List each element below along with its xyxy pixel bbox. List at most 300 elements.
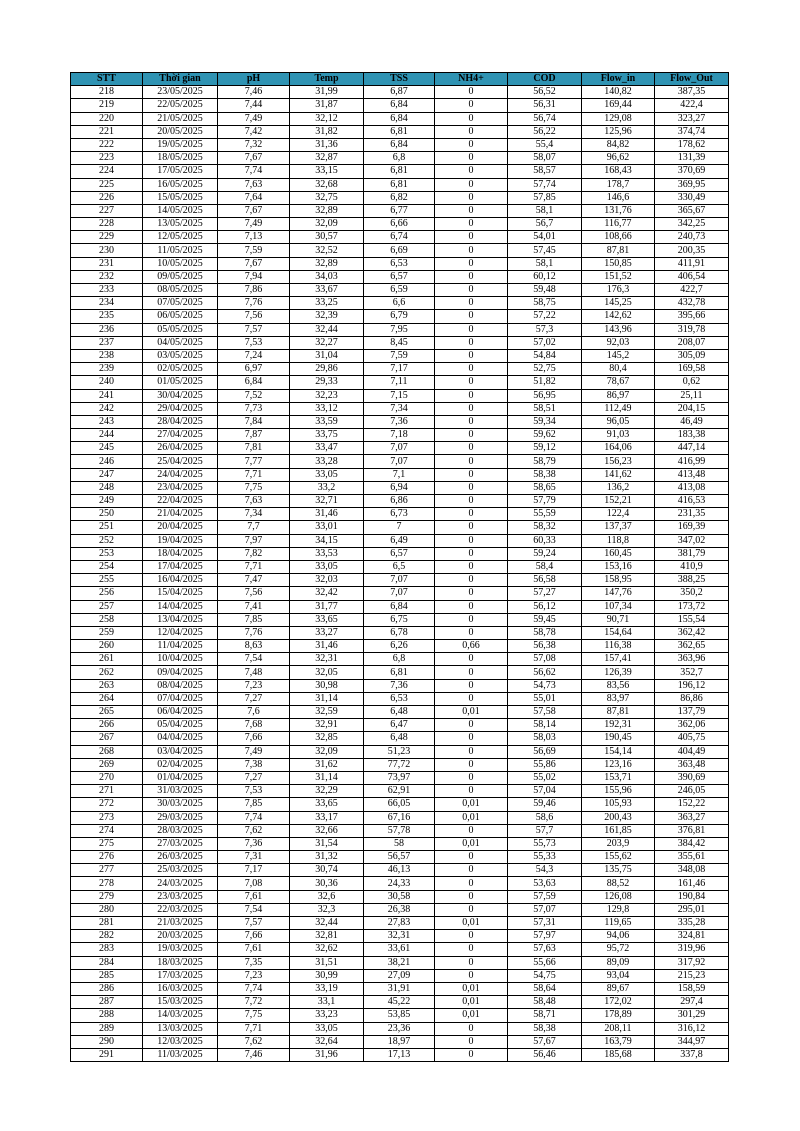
cell-ph: 7,63 bbox=[218, 495, 290, 508]
table-row bbox=[71, 112, 729, 125]
cell-tss: 6,77 bbox=[364, 204, 435, 217]
cell-flow-in: 160,45 bbox=[582, 547, 655, 560]
cell-cod: 57,85 bbox=[508, 191, 582, 204]
cell-cod: 58,57 bbox=[508, 165, 582, 178]
col-header-temp: Temp bbox=[290, 73, 364, 86]
cell-flow-out: 86,86 bbox=[655, 692, 729, 705]
cell-flow-out: 215,23 bbox=[655, 969, 729, 982]
cell-cod: 55,66 bbox=[508, 956, 582, 969]
cell-flow-out: 355,61 bbox=[655, 851, 729, 864]
cell-flow-out: 347,02 bbox=[655, 534, 729, 547]
cell-ph: 7,71 bbox=[218, 468, 290, 481]
cell-temp: 32,62 bbox=[290, 943, 364, 956]
cell-stt: 248 bbox=[71, 481, 143, 494]
cell-tss: 32,31 bbox=[364, 930, 435, 943]
table-row bbox=[71, 917, 729, 930]
cell-stt: 275 bbox=[71, 837, 143, 850]
cell-ph: 7,49 bbox=[218, 112, 290, 125]
table-row bbox=[71, 138, 729, 151]
cell-temp: 33,53 bbox=[290, 547, 364, 560]
cell-ph: 7,53 bbox=[218, 336, 290, 349]
cell-flow-in: 208,11 bbox=[582, 1022, 655, 1035]
cell-flow-in: 137,37 bbox=[582, 521, 655, 534]
cell-ph: 7,75 bbox=[218, 481, 290, 494]
table-row bbox=[71, 402, 729, 415]
cell-stt: 286 bbox=[71, 982, 143, 995]
cell-stt: 236 bbox=[71, 323, 143, 336]
cell-nh4: 0 bbox=[435, 956, 508, 969]
cell-cod: 55,73 bbox=[508, 837, 582, 850]
cell-ph: 7,54 bbox=[218, 653, 290, 666]
cell-ph: 7,36 bbox=[218, 837, 290, 850]
cell-flow-out: 447,14 bbox=[655, 442, 729, 455]
cell-stt: 226 bbox=[71, 191, 143, 204]
cell-nh4: 0 bbox=[435, 903, 508, 916]
cell-nh4: 0 bbox=[435, 1048, 508, 1061]
cell-flow-in: 140,82 bbox=[582, 86, 655, 99]
cell-stt: 264 bbox=[71, 692, 143, 705]
cell-flow-out: 395,66 bbox=[655, 310, 729, 323]
table-row bbox=[71, 508, 729, 521]
cell-tss: 7,95 bbox=[364, 323, 435, 336]
cell-flow-out: 348,08 bbox=[655, 864, 729, 877]
table-row bbox=[71, 152, 729, 165]
table-row bbox=[71, 574, 729, 587]
cell-temp: 32,29 bbox=[290, 785, 364, 798]
cell-flow-in: 108,66 bbox=[582, 231, 655, 244]
cell-temp: 33,17 bbox=[290, 811, 364, 824]
cell-tss: 7,07 bbox=[364, 442, 435, 455]
cell-flow-in: 158,95 bbox=[582, 574, 655, 587]
cell-time: 09/05/2025 bbox=[143, 270, 218, 283]
cell-flow-in: 157,41 bbox=[582, 653, 655, 666]
cell-tss: 6,8 bbox=[364, 653, 435, 666]
cell-cod: 57,45 bbox=[508, 244, 582, 257]
cell-flow-out: 246,05 bbox=[655, 785, 729, 798]
cell-cod: 51,82 bbox=[508, 376, 582, 389]
cell-flow-out: 376,81 bbox=[655, 824, 729, 837]
cell-flow-in: 135,75 bbox=[582, 864, 655, 877]
cell-stt: 256 bbox=[71, 587, 143, 600]
cell-ph: 7,67 bbox=[218, 152, 290, 165]
cell-flow-out: 0,62 bbox=[655, 376, 729, 389]
cell-time: 17/03/2025 bbox=[143, 969, 218, 982]
cell-tss: 38,21 bbox=[364, 956, 435, 969]
cell-temp: 31,32 bbox=[290, 851, 364, 864]
cell-cod: 52,75 bbox=[508, 363, 582, 376]
cell-temp: 33,05 bbox=[290, 468, 364, 481]
cell-cod: 55,01 bbox=[508, 692, 582, 705]
cell-time: 22/04/2025 bbox=[143, 495, 218, 508]
cell-stt: 273 bbox=[71, 811, 143, 824]
cell-nh4: 0 bbox=[435, 481, 508, 494]
table-row bbox=[71, 560, 729, 573]
cell-flow-in: 126,08 bbox=[582, 890, 655, 903]
table-row bbox=[71, 732, 729, 745]
cell-flow-in: 78,67 bbox=[582, 376, 655, 389]
cell-nh4: 0 bbox=[435, 771, 508, 784]
cell-tss: 24,33 bbox=[364, 877, 435, 890]
cell-nh4: 0 bbox=[435, 297, 508, 310]
cell-cod: 54,01 bbox=[508, 231, 582, 244]
table-row bbox=[71, 982, 729, 995]
table-row bbox=[71, 706, 729, 719]
cell-flow-in: 90,71 bbox=[582, 613, 655, 626]
cell-nh4: 0 bbox=[435, 99, 508, 112]
cell-time: 13/04/2025 bbox=[143, 613, 218, 626]
table-row bbox=[71, 125, 729, 138]
cell-stt: 258 bbox=[71, 613, 143, 626]
cell-flow-out: 330,49 bbox=[655, 191, 729, 204]
cell-temp: 31,62 bbox=[290, 758, 364, 771]
cell-nh4: 0 bbox=[435, 600, 508, 613]
cell-time: 07/04/2025 bbox=[143, 692, 218, 705]
cell-time: 05/05/2025 bbox=[143, 323, 218, 336]
cell-nh4: 0 bbox=[435, 429, 508, 442]
cell-flow-in: 96,62 bbox=[582, 152, 655, 165]
cell-ph: 7,57 bbox=[218, 323, 290, 336]
cell-flow-in: 153,71 bbox=[582, 771, 655, 784]
cell-temp: 33,1 bbox=[290, 996, 364, 1009]
cell-ph: 7,56 bbox=[218, 310, 290, 323]
cell-stt: 285 bbox=[71, 969, 143, 982]
cell-flow-in: 152,21 bbox=[582, 495, 655, 508]
cell-ph: 7,49 bbox=[218, 745, 290, 758]
cell-tss: 73,97 bbox=[364, 771, 435, 784]
cell-temp: 31,14 bbox=[290, 771, 364, 784]
cell-nh4: 0 bbox=[435, 508, 508, 521]
cell-flow-in: 136,2 bbox=[582, 481, 655, 494]
cell-temp: 32,85 bbox=[290, 732, 364, 745]
table-row bbox=[71, 534, 729, 547]
cell-cod: 54,3 bbox=[508, 864, 582, 877]
cell-tss: 6,59 bbox=[364, 284, 435, 297]
cell-ph: 7,85 bbox=[218, 798, 290, 811]
cell-flow-in: 129,8 bbox=[582, 903, 655, 916]
cell-time: 11/04/2025 bbox=[143, 640, 218, 653]
cell-tss: 6,82 bbox=[364, 191, 435, 204]
cell-flow-out: 183,38 bbox=[655, 429, 729, 442]
table-row bbox=[71, 811, 729, 824]
cell-temp: 30,36 bbox=[290, 877, 364, 890]
cell-tss: 7,07 bbox=[364, 574, 435, 587]
cell-temp: 34,15 bbox=[290, 534, 364, 547]
cell-nh4: 0 bbox=[435, 1035, 508, 1048]
cell-temp: 30,98 bbox=[290, 679, 364, 692]
cell-tss: 7,36 bbox=[364, 415, 435, 428]
cell-cod: 56,46 bbox=[508, 1048, 582, 1061]
cell-stt: 246 bbox=[71, 455, 143, 468]
cell-nh4: 0 bbox=[435, 257, 508, 270]
table-row bbox=[71, 455, 729, 468]
cell-flow-in: 168,43 bbox=[582, 165, 655, 178]
cell-cod: 58,75 bbox=[508, 297, 582, 310]
table-row bbox=[71, 613, 729, 626]
cell-tss: 7,15 bbox=[364, 389, 435, 402]
cell-nh4: 0 bbox=[435, 455, 508, 468]
cell-flow-out: 25,11 bbox=[655, 389, 729, 402]
cell-flow-in: 203,9 bbox=[582, 837, 655, 850]
cell-flow-in: 107,34 bbox=[582, 600, 655, 613]
cell-flow-out: 362,42 bbox=[655, 626, 729, 639]
cell-time: 02/04/2025 bbox=[143, 758, 218, 771]
cell-cod: 59,45 bbox=[508, 613, 582, 626]
cell-tss: 6,6 bbox=[364, 297, 435, 310]
cell-ph: 7,54 bbox=[218, 903, 290, 916]
cell-ph: 7,77 bbox=[218, 455, 290, 468]
cell-time: 30/04/2025 bbox=[143, 389, 218, 402]
cell-ph: 7,75 bbox=[218, 1009, 290, 1022]
table-row bbox=[71, 86, 729, 99]
cell-ph: 7,34 bbox=[218, 508, 290, 521]
cell-stt: 268 bbox=[71, 745, 143, 758]
cell-temp: 33,75 bbox=[290, 429, 364, 442]
cell-nh4: 0 bbox=[435, 785, 508, 798]
cell-ph: 7,61 bbox=[218, 943, 290, 956]
cell-ph: 7,62 bbox=[218, 824, 290, 837]
cell-stt: 272 bbox=[71, 798, 143, 811]
cell-temp: 31,46 bbox=[290, 508, 364, 521]
cell-ph: 7,63 bbox=[218, 178, 290, 191]
cell-time: 13/03/2025 bbox=[143, 1022, 218, 1035]
cell-cod: 55,33 bbox=[508, 851, 582, 864]
cell-ph: 7,24 bbox=[218, 349, 290, 362]
table-row bbox=[71, 495, 729, 508]
cell-temp: 32,03 bbox=[290, 574, 364, 587]
cell-stt: 271 bbox=[71, 785, 143, 798]
cell-cod: 56,31 bbox=[508, 99, 582, 112]
cell-stt: 284 bbox=[71, 956, 143, 969]
cell-time: 14/05/2025 bbox=[143, 204, 218, 217]
cell-ph: 7,64 bbox=[218, 191, 290, 204]
cell-nh4: 0 bbox=[435, 587, 508, 600]
cell-tss: 31,91 bbox=[364, 982, 435, 995]
cell-time: 20/04/2025 bbox=[143, 521, 218, 534]
cell-ph: 7,76 bbox=[218, 626, 290, 639]
cell-flow-out: 411,91 bbox=[655, 257, 729, 270]
cell-stt: 269 bbox=[71, 758, 143, 771]
cell-temp: 33,25 bbox=[290, 297, 364, 310]
col-header-tss: TSS bbox=[364, 73, 435, 86]
cell-flow-out: 155,54 bbox=[655, 613, 729, 626]
cell-temp: 33,05 bbox=[290, 1022, 364, 1035]
cell-ph: 7,38 bbox=[218, 758, 290, 771]
cell-temp: 31,04 bbox=[290, 349, 364, 362]
cell-stt: 245 bbox=[71, 442, 143, 455]
cell-flow-out: 422,4 bbox=[655, 99, 729, 112]
cell-flow-out: 422,7 bbox=[655, 284, 729, 297]
table-row bbox=[71, 336, 729, 349]
table-row bbox=[71, 389, 729, 402]
cell-cod: 56,12 bbox=[508, 600, 582, 613]
table-row bbox=[71, 323, 729, 336]
cell-time: 10/04/2025 bbox=[143, 653, 218, 666]
cell-flow-in: 86,97 bbox=[582, 389, 655, 402]
cell-flow-out: 362,06 bbox=[655, 719, 729, 732]
cell-cod: 53,63 bbox=[508, 877, 582, 890]
cell-time: 01/04/2025 bbox=[143, 771, 218, 784]
cell-flow-in: 156,23 bbox=[582, 455, 655, 468]
cell-temp: 33,23 bbox=[290, 1009, 364, 1022]
cell-tss: 6,49 bbox=[364, 534, 435, 547]
cell-cod: 58,51 bbox=[508, 402, 582, 415]
cell-nh4: 0 bbox=[435, 930, 508, 943]
cell-temp: 32,91 bbox=[290, 719, 364, 732]
cell-time: 18/03/2025 bbox=[143, 956, 218, 969]
cell-stt: 276 bbox=[71, 851, 143, 864]
cell-time: 22/03/2025 bbox=[143, 903, 218, 916]
cell-stt: 266 bbox=[71, 719, 143, 732]
cell-time: 24/04/2025 bbox=[143, 468, 218, 481]
cell-cod: 55,59 bbox=[508, 508, 582, 521]
cell-stt: 254 bbox=[71, 560, 143, 573]
cell-time: 15/03/2025 bbox=[143, 996, 218, 1009]
cell-stt: 281 bbox=[71, 917, 143, 930]
cell-cod: 54,73 bbox=[508, 679, 582, 692]
cell-flow-in: 164,06 bbox=[582, 442, 655, 455]
table-row bbox=[71, 587, 729, 600]
cell-ph: 7,35 bbox=[218, 956, 290, 969]
cell-cod: 56,62 bbox=[508, 666, 582, 679]
cell-ph: 7,49 bbox=[218, 218, 290, 231]
cell-cod: 56,95 bbox=[508, 389, 582, 402]
cell-nh4: 0 bbox=[435, 692, 508, 705]
cell-flow-in: 161,85 bbox=[582, 824, 655, 837]
col-header-time: Thời gian bbox=[143, 73, 218, 86]
cell-cod: 56,38 bbox=[508, 640, 582, 653]
cell-flow-out: 413,48 bbox=[655, 468, 729, 481]
cell-flow-out: 46,49 bbox=[655, 415, 729, 428]
table-row bbox=[71, 771, 729, 784]
cell-ph: 7,23 bbox=[218, 969, 290, 982]
cell-nh4: 0 bbox=[435, 719, 508, 732]
cell-cod: 54,75 bbox=[508, 969, 582, 982]
cell-flow-out: 131,39 bbox=[655, 152, 729, 165]
cell-flow-in: 92,03 bbox=[582, 336, 655, 349]
cell-nh4: 0 bbox=[435, 389, 508, 402]
cell-stt: 229 bbox=[71, 231, 143, 244]
cell-time: 24/03/2025 bbox=[143, 877, 218, 890]
cell-tss: 6,53 bbox=[364, 692, 435, 705]
cell-stt: 261 bbox=[71, 653, 143, 666]
cell-time: 06/05/2025 bbox=[143, 310, 218, 323]
cell-nh4: 0 bbox=[435, 402, 508, 415]
cell-cod: 57,31 bbox=[508, 917, 582, 930]
cell-nh4: 0 bbox=[435, 1022, 508, 1035]
cell-tss: 6,84 bbox=[364, 600, 435, 613]
cell-flow-out: 387,35 bbox=[655, 86, 729, 99]
cell-nh4: 0 bbox=[435, 204, 508, 217]
cell-flow-in: 91,03 bbox=[582, 429, 655, 442]
cell-stt: 241 bbox=[71, 389, 143, 402]
cell-tss: 7,07 bbox=[364, 587, 435, 600]
cell-nh4: 0,01 bbox=[435, 811, 508, 824]
cell-temp: 32,31 bbox=[290, 653, 364, 666]
cell-temp: 34,03 bbox=[290, 270, 364, 283]
cell-ph: 7,23 bbox=[218, 679, 290, 692]
cell-flow-out: 363,48 bbox=[655, 758, 729, 771]
cell-ph: 7,57 bbox=[218, 917, 290, 930]
cell-temp: 32,23 bbox=[290, 389, 364, 402]
cell-time: 20/03/2025 bbox=[143, 930, 218, 943]
cell-flow-out: 416,99 bbox=[655, 455, 729, 468]
cell-nh4: 0 bbox=[435, 824, 508, 837]
cell-cod: 59,24 bbox=[508, 547, 582, 560]
cell-tss: 45,22 bbox=[364, 996, 435, 1009]
cell-stt: 224 bbox=[71, 165, 143, 178]
cell-time: 22/05/2025 bbox=[143, 99, 218, 112]
cell-tss: 26,38 bbox=[364, 903, 435, 916]
table-row bbox=[71, 521, 729, 534]
cell-time: 06/04/2025 bbox=[143, 706, 218, 719]
cell-stt: 255 bbox=[71, 574, 143, 587]
cell-ph: 7,17 bbox=[218, 864, 290, 877]
cell-flow-in: 155,62 bbox=[582, 851, 655, 864]
cell-flow-out: 384,42 bbox=[655, 837, 729, 850]
cell-flow-out: 152,22 bbox=[655, 798, 729, 811]
table-row bbox=[71, 415, 729, 428]
cell-nh4: 0 bbox=[435, 363, 508, 376]
cell-cod: 58,1 bbox=[508, 204, 582, 217]
cell-flow-in: 88,52 bbox=[582, 877, 655, 890]
table-row bbox=[71, 890, 729, 903]
cell-nh4: 0 bbox=[435, 336, 508, 349]
cell-stt: 278 bbox=[71, 877, 143, 890]
cell-flow-out: 319,96 bbox=[655, 943, 729, 956]
cell-temp: 33,65 bbox=[290, 613, 364, 626]
table-row bbox=[71, 363, 729, 376]
cell-stt: 242 bbox=[71, 402, 143, 415]
table-row bbox=[71, 943, 729, 956]
cell-nh4: 0,01 bbox=[435, 917, 508, 930]
cell-tss: 7,17 bbox=[364, 363, 435, 376]
cell-nh4: 0,01 bbox=[435, 837, 508, 850]
cell-ph: 7,76 bbox=[218, 297, 290, 310]
cell-time: 16/05/2025 bbox=[143, 178, 218, 191]
cell-ph: 7,66 bbox=[218, 930, 290, 943]
cell-flow-out: 324,81 bbox=[655, 930, 729, 943]
cell-temp: 31,36 bbox=[290, 138, 364, 151]
cell-temp: 31,46 bbox=[290, 640, 364, 653]
cell-flow-in: 154,14 bbox=[582, 745, 655, 758]
cell-flow-out: 196,12 bbox=[655, 679, 729, 692]
cell-ph: 7,7 bbox=[218, 521, 290, 534]
cell-stt: 237 bbox=[71, 336, 143, 349]
cell-cod: 57,22 bbox=[508, 310, 582, 323]
cell-cod: 56,74 bbox=[508, 112, 582, 125]
cell-flow-in: 151,52 bbox=[582, 270, 655, 283]
table-row bbox=[71, 284, 729, 297]
cell-flow-out: 240,73 bbox=[655, 231, 729, 244]
table-row bbox=[71, 745, 729, 758]
cell-nh4: 0 bbox=[435, 284, 508, 297]
cell-nh4: 0 bbox=[435, 415, 508, 428]
cell-cod: 57,59 bbox=[508, 890, 582, 903]
cell-flow-in: 154,64 bbox=[582, 626, 655, 639]
cell-flow-out: 231,35 bbox=[655, 508, 729, 521]
cell-nh4: 0 bbox=[435, 376, 508, 389]
table-row bbox=[71, 204, 729, 217]
cell-flow-out: 316,12 bbox=[655, 1022, 729, 1035]
cell-tss: 6,84 bbox=[364, 112, 435, 125]
cell-stt: 277 bbox=[71, 864, 143, 877]
cell-flow-out: 295,01 bbox=[655, 903, 729, 916]
table-row bbox=[71, 930, 729, 943]
cell-cod: 58,38 bbox=[508, 1022, 582, 1035]
table-row bbox=[71, 758, 729, 771]
cell-cod: 58,14 bbox=[508, 719, 582, 732]
cell-tss: 56,57 bbox=[364, 851, 435, 864]
